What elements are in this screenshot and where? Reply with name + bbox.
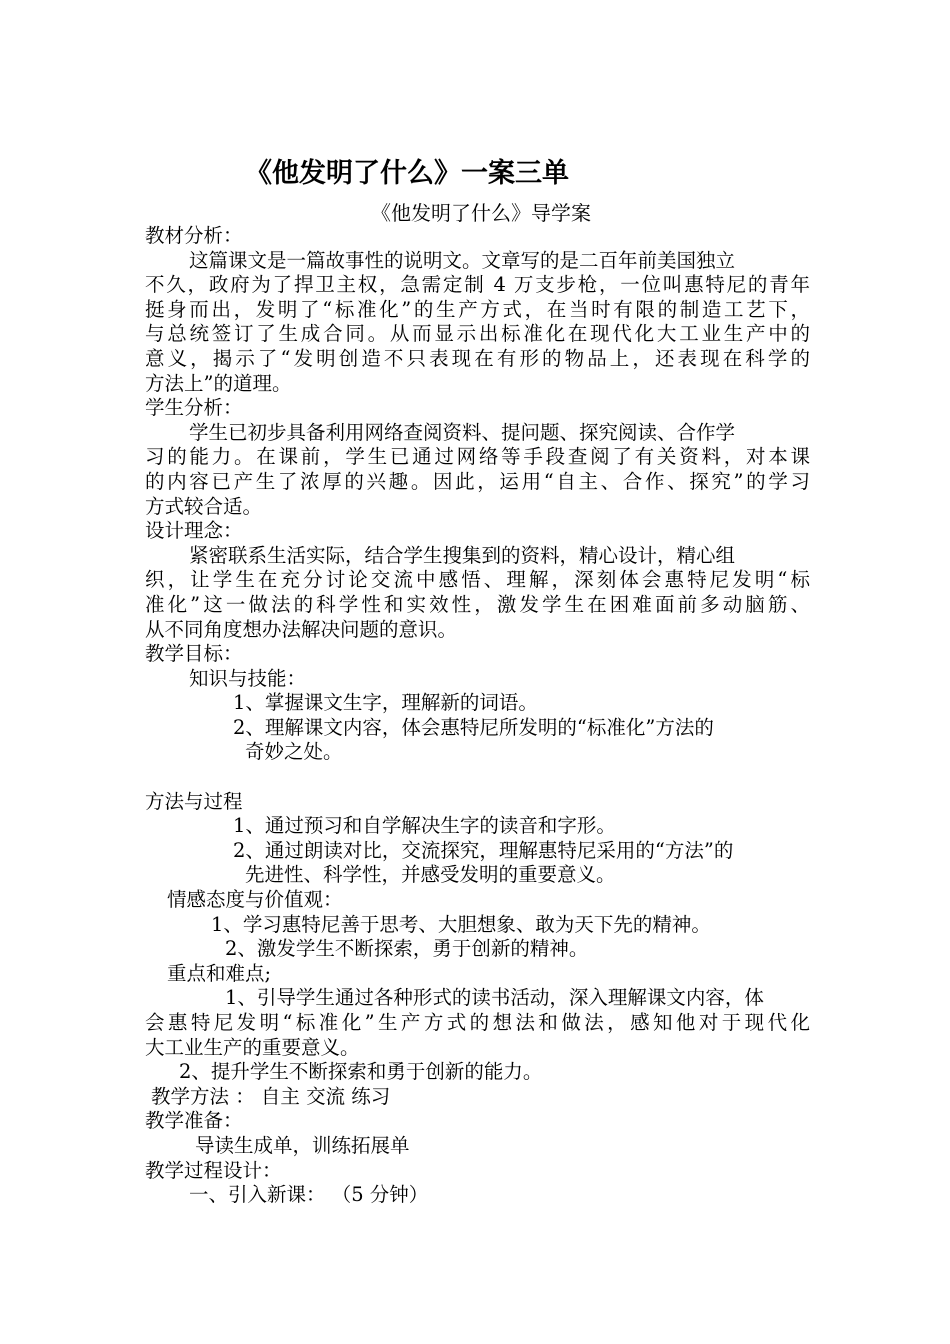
section-heading: 学生分析：: [145, 396, 243, 420]
document-subtitle: 《他发明了什么》导学案: [371, 201, 591, 225]
paragraph-line: 不久，政府为了捍卫主权，急需定制 4 万支步枪，一位叫惠特尼的青年: [145, 273, 810, 297]
subsection-heading: 知识与技能：: [189, 666, 307, 690]
paragraph-line: 的内容已产生了浓厚的兴趣。因此，运用“自主、合作、探究”的学习: [145, 469, 810, 493]
list-item: 1、通过预习和自学解决生字的读音和字形。: [233, 814, 616, 838]
section-heading: 设计理念：: [145, 519, 243, 543]
paragraph-line: 方式较合适。: [145, 494, 263, 518]
section-heading: 教学过程设计：: [145, 1158, 282, 1182]
list-item: 2、提升学生不断探索和勇于创新的能力。: [179, 1060, 543, 1084]
list-item: 2、激发学生不断探索，勇于创新的精神。: [225, 937, 589, 961]
list-item-continuation: 奇妙之处。: [245, 740, 343, 764]
list-item: 1、掌握课文生字，理解新的词语。: [233, 691, 538, 715]
list-item: 1、学习惠特尼善于思考、大胆想象、敢为天下先的精神。: [211, 912, 711, 936]
section-heading: 教学方法 ： 自主 交流 练习: [151, 1084, 391, 1108]
paragraph-line: 导读生成单，训练拓展单: [195, 1133, 410, 1157]
blank-line: [145, 765, 810, 790]
paragraph-line: 从不同角度想办法解决问题的意识。: [145, 617, 458, 641]
paragraph-line: 学生已初步具备利用网络查阅资料、提问题、探究阅读、合作学: [189, 420, 736, 444]
paragraph-line: 与总统签订了生成合同。从而显示出标准化在现代化大工业生产中的: [145, 322, 810, 346]
list-item-continuation: 会惠特尼发明“标准化”生产方式的想法和做法，感知他对于现代化: [145, 1011, 810, 1034]
document-title: 《他发明了什么》一案三单: [245, 158, 569, 189]
section-heading: 教学目标：: [145, 642, 243, 666]
list-item: 1、引导学生通过各种形式的读书活动，深入理解课文内容，体: [225, 986, 764, 1010]
paragraph-line: 这篇课文是一篇故事性的说明文。文章写的是二百年前美国独立: [189, 248, 736, 272]
list-item: 2、通过朗读对比，交流探究，理解惠特尼采用的“方法”的: [233, 838, 734, 862]
paragraph-line: 紧密联系生活实际，结合学生搜集到的资料，精心设计，精心组: [189, 543, 736, 567]
list-item: 一、引入新课： （5 分钟）: [189, 1183, 429, 1207]
paragraph-line: 方法上”的道理。: [145, 371, 292, 395]
paragraph-line: 织，让学生在充分讨论交流中感悟、理解，深刻体会惠特尼发明“标: [145, 568, 810, 592]
subsection-heading: 方法与过程: [145, 789, 243, 813]
paragraph-line: 挺身而出，发明了“标准化”的生产方式，在当时有限的制造工艺下，: [145, 297, 810, 321]
section-heading: 教材分析：: [145, 224, 243, 247]
list-item-continuation: 先进性、科学性，并感受发明的重要意义。: [245, 863, 616, 887]
subsection-heading: 重点和难点;: [167, 961, 272, 985]
paragraph-line: 习的能力。在课前，学生已通过网络等手段查阅了有关资料，对本课: [145, 445, 810, 469]
section-heading: 教学准备：: [145, 1109, 243, 1133]
paragraph-line: 意义，揭示了“发明创造不只表现在有形的物品上，还表现在科学的: [145, 346, 810, 370]
paragraph-line: 准化”这一做法的科学性和实效性，激发学生在困难面前多动脑筋、: [145, 592, 810, 616]
list-item-continuation: 大工业生产的重要意义。: [145, 1035, 360, 1059]
list-item: 2、理解课文内容，体会惠特尼所发明的“标准化”方法的: [233, 715, 714, 739]
document-body: [145, 224, 810, 1208]
subsection-heading: 情感态度与价值观：: [167, 888, 343, 912]
